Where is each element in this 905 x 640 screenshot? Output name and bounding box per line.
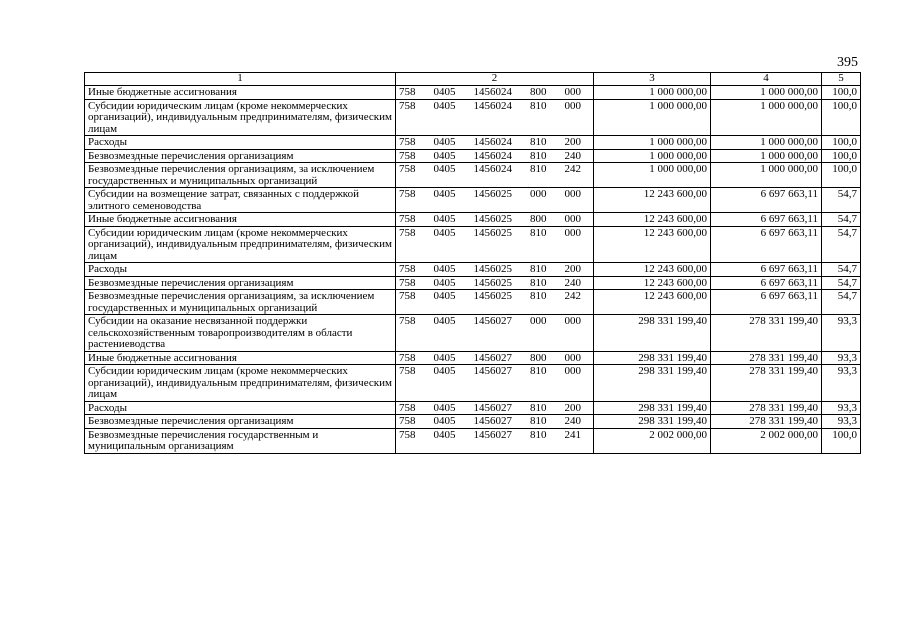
code-target: 1456025 bbox=[473, 213, 512, 225]
code-target: 1456024 bbox=[473, 149, 512, 162]
code-group bbox=[399, 278, 590, 290]
code-target: 1456024 bbox=[473, 136, 512, 148]
row-percent-cell: 54,7 bbox=[822, 263, 861, 277]
row-fact-cell: 6 697 663,11 bbox=[711, 188, 822, 213]
column-header-percent: 5 bbox=[822, 73, 861, 86]
row-plan-cell: 298 331 199,40 bbox=[594, 315, 711, 352]
code-kosgu: 000 bbox=[564, 351, 581, 364]
row-percent-cell: 54,7 bbox=[822, 290, 861, 315]
row-codes-cell bbox=[396, 263, 594, 277]
code-group bbox=[399, 151, 590, 163]
code-target: 1456025 bbox=[473, 276, 512, 289]
row-codes-cell bbox=[396, 290, 594, 315]
code-group bbox=[399, 164, 590, 176]
code-section: 0405 bbox=[433, 415, 456, 427]
code-group bbox=[399, 430, 590, 442]
row-percent-cell: 100,0 bbox=[822, 99, 861, 136]
code-admin: 758 bbox=[399, 351, 416, 364]
code-admin: 758 bbox=[399, 401, 416, 414]
code-target: 1456024 bbox=[473, 99, 512, 112]
code-section: 0405 bbox=[433, 188, 456, 200]
code-type: 810 bbox=[530, 226, 547, 239]
table-row bbox=[85, 401, 861, 415]
row-codes-cell bbox=[396, 428, 594, 453]
code-section: 0405 bbox=[433, 351, 456, 364]
code-section: 0405 bbox=[433, 263, 456, 275]
page-number: 395 bbox=[837, 55, 858, 70]
code-section: 0405 bbox=[433, 428, 456, 441]
code-group bbox=[399, 137, 590, 149]
code-type: 000 bbox=[530, 188, 547, 200]
code-kosgu: 000 bbox=[564, 365, 581, 377]
row-percent-cell: 54,7 bbox=[822, 276, 861, 290]
budget-table bbox=[84, 72, 861, 454]
row-name-cell: Иные бюджетные ассигнования bbox=[85, 213, 396, 227]
row-fact-cell: 278 331 199,40 bbox=[711, 415, 822, 429]
row-codes-cell bbox=[396, 86, 594, 100]
code-group bbox=[399, 189, 590, 201]
table-row bbox=[85, 276, 861, 290]
code-admin: 758 bbox=[399, 276, 416, 289]
code-admin: 758 bbox=[399, 99, 416, 112]
row-percent-cell: 93,3 bbox=[822, 351, 861, 365]
row-fact-cell: 2 002 000,00 bbox=[711, 428, 822, 453]
code-target: 1456025 bbox=[473, 226, 512, 239]
code-group bbox=[399, 316, 590, 328]
row-percent-cell: 54,7 bbox=[822, 226, 861, 263]
row-percent-cell: 100,0 bbox=[822, 149, 861, 163]
row-name-cell: Безвозмездные перечисления организациям bbox=[85, 149, 396, 163]
row-fact-cell: 278 331 199,40 bbox=[711, 365, 822, 402]
row-plan-cell: 12 243 600,00 bbox=[594, 263, 711, 277]
code-kosgu: 242 bbox=[564, 163, 581, 175]
row-fact-cell: 6 697 663,11 bbox=[711, 226, 822, 263]
code-section: 0405 bbox=[433, 136, 456, 148]
table-body bbox=[85, 86, 861, 454]
table-row bbox=[85, 415, 861, 429]
code-kosgu: 000 bbox=[564, 188, 581, 200]
row-name-cell: Субсидии юридическим лицам (кроме некоммерческих организаций), индивидуальным предпринимателям, физическим лицам bbox=[85, 226, 396, 263]
row-fact-cell: 6 697 663,11 bbox=[711, 263, 822, 277]
table-row bbox=[85, 149, 861, 163]
code-kosgu: 241 bbox=[564, 428, 581, 441]
code-section: 0405 bbox=[433, 213, 456, 225]
code-kosgu: 240 bbox=[564, 149, 581, 162]
row-fact-cell: 1 000 000,00 bbox=[711, 149, 822, 163]
code-section: 0405 bbox=[433, 401, 456, 414]
row-codes-cell bbox=[396, 365, 594, 402]
code-kosgu: 200 bbox=[564, 401, 581, 414]
code-admin: 758 bbox=[399, 226, 416, 239]
row-percent-cell: 93,3 bbox=[822, 401, 861, 415]
row-plan-cell: 298 331 199,40 bbox=[594, 415, 711, 429]
row-plan-cell: 2 002 000,00 bbox=[594, 428, 711, 453]
code-group bbox=[399, 228, 590, 240]
row-plan-cell: 12 243 600,00 bbox=[594, 188, 711, 213]
code-kosgu: 000 bbox=[564, 226, 581, 239]
row-codes-cell bbox=[396, 401, 594, 415]
code-admin: 758 bbox=[399, 290, 416, 302]
table-row bbox=[85, 188, 861, 213]
code-section: 0405 bbox=[433, 365, 456, 377]
row-plan-cell: 298 331 199,40 bbox=[594, 401, 711, 415]
row-plan-cell: 12 243 600,00 bbox=[594, 290, 711, 315]
code-type: 810 bbox=[530, 149, 547, 162]
row-name-cell: Иные бюджетные ассигнования bbox=[85, 86, 396, 100]
code-admin: 758 bbox=[399, 365, 416, 377]
row-codes-cell bbox=[396, 149, 594, 163]
code-group bbox=[399, 101, 590, 113]
code-admin: 758 bbox=[399, 149, 416, 162]
code-group bbox=[399, 353, 590, 365]
code-group bbox=[399, 87, 590, 99]
row-codes-cell bbox=[396, 276, 594, 290]
code-admin: 758 bbox=[399, 136, 416, 148]
code-type: 800 bbox=[530, 86, 547, 98]
code-target: 1456025 bbox=[473, 263, 512, 275]
row-plan-cell: 1 000 000,00 bbox=[594, 86, 711, 100]
row-plan-cell: 1 000 000,00 bbox=[594, 149, 711, 163]
row-plan-cell: 12 243 600,00 bbox=[594, 276, 711, 290]
row-fact-cell: 278 331 199,40 bbox=[711, 351, 822, 365]
code-kosgu: 000 bbox=[564, 86, 581, 98]
row-name-cell: Иные бюджетные ассигнования bbox=[85, 351, 396, 365]
code-target: 1456027 bbox=[473, 351, 512, 364]
table-row bbox=[85, 99, 861, 136]
table-row bbox=[85, 365, 861, 402]
code-type: 810 bbox=[530, 365, 547, 377]
row-name-cell: Безвозмездные перечисления организациям bbox=[85, 276, 396, 290]
column-header-name: 1 bbox=[85, 73, 396, 86]
row-percent-cell: 100,0 bbox=[822, 136, 861, 150]
row-codes-cell bbox=[396, 99, 594, 136]
row-fact-cell: 6 697 663,11 bbox=[711, 213, 822, 227]
code-type: 810 bbox=[530, 415, 547, 427]
code-section: 0405 bbox=[433, 226, 456, 239]
code-section: 0405 bbox=[433, 315, 456, 327]
row-fact-cell: 1 000 000,00 bbox=[711, 99, 822, 136]
row-name-cell: Расходы bbox=[85, 263, 396, 277]
table-header bbox=[85, 73, 861, 86]
table-row bbox=[85, 263, 861, 277]
table-row bbox=[85, 86, 861, 100]
row-codes-cell bbox=[396, 163, 594, 188]
row-plan-cell: 1 000 000,00 bbox=[594, 163, 711, 188]
row-name-cell: Безвозмездные перечисления государственным и муниципальным организациям bbox=[85, 428, 396, 453]
code-admin: 758 bbox=[399, 86, 416, 98]
row-codes-cell bbox=[396, 315, 594, 352]
row-percent-cell: 100,0 bbox=[822, 163, 861, 188]
code-target: 1456027 bbox=[473, 415, 512, 427]
row-name-cell: Расходы bbox=[85, 136, 396, 150]
row-fact-cell: 1 000 000,00 bbox=[711, 163, 822, 188]
row-fact-cell: 278 331 199,40 bbox=[711, 315, 822, 352]
code-admin: 758 bbox=[399, 188, 416, 200]
row-codes-cell bbox=[396, 415, 594, 429]
row-codes-cell bbox=[396, 188, 594, 213]
row-plan-cell: 1 000 000,00 bbox=[594, 99, 711, 136]
row-name-cell: Субсидии юридическим лицам (кроме некоммерческих организаций), индивидуальным предпринимателям, физическим лицам bbox=[85, 99, 396, 136]
code-type: 810 bbox=[530, 290, 547, 302]
code-target: 1456027 bbox=[473, 428, 512, 441]
code-kosgu: 240 bbox=[564, 276, 581, 289]
table-row bbox=[85, 163, 861, 188]
row-plan-cell: 12 243 600,00 bbox=[594, 213, 711, 227]
table-row bbox=[85, 315, 861, 352]
row-name-cell: Расходы bbox=[85, 401, 396, 415]
row-percent-cell: 93,3 bbox=[822, 315, 861, 352]
code-admin: 758 bbox=[399, 415, 416, 427]
code-kosgu: 000 bbox=[564, 99, 581, 112]
code-admin: 758 bbox=[399, 315, 416, 327]
code-type: 810 bbox=[530, 136, 547, 148]
row-fact-cell: 6 697 663,11 bbox=[711, 290, 822, 315]
code-group bbox=[399, 403, 590, 415]
code-type: 810 bbox=[530, 276, 547, 289]
row-codes-cell bbox=[396, 213, 594, 227]
code-section: 0405 bbox=[433, 276, 456, 289]
code-kosgu: 242 bbox=[564, 290, 581, 302]
code-section: 0405 bbox=[433, 149, 456, 162]
code-section: 0405 bbox=[433, 86, 456, 98]
row-percent-cell: 100,0 bbox=[822, 86, 861, 100]
header-row bbox=[85, 73, 861, 86]
code-kosgu: 200 bbox=[564, 136, 581, 148]
row-codes-cell bbox=[396, 226, 594, 263]
code-target: 1456027 bbox=[473, 401, 512, 414]
code-kosgu: 240 bbox=[564, 415, 581, 427]
code-section: 0405 bbox=[433, 99, 456, 112]
code-admin: 758 bbox=[399, 263, 416, 275]
code-target: 1456027 bbox=[473, 315, 512, 327]
table-row bbox=[85, 136, 861, 150]
row-codes-cell bbox=[396, 136, 594, 150]
row-percent-cell: 93,3 bbox=[822, 415, 861, 429]
column-header-plan: 3 bbox=[594, 73, 711, 86]
code-admin: 758 bbox=[399, 428, 416, 441]
code-type: 800 bbox=[530, 213, 547, 225]
row-percent-cell: 100,0 bbox=[822, 428, 861, 453]
row-plan-cell: 1 000 000,00 bbox=[594, 136, 711, 150]
row-name-cell: Субсидии на оказание несвязанной поддержки сельскохозяйственным товаропроизводителям в области растениеводства bbox=[85, 315, 396, 352]
code-section: 0405 bbox=[433, 163, 456, 175]
row-fact-cell: 1 000 000,00 bbox=[711, 136, 822, 150]
row-name-cell: Безвозмездные перечисления организациям, за исключением государственных и муниципальных организаций bbox=[85, 290, 396, 315]
code-group bbox=[399, 264, 590, 276]
code-type: 810 bbox=[530, 401, 547, 414]
code-kosgu: 000 bbox=[564, 315, 581, 327]
row-codes-cell bbox=[396, 351, 594, 365]
row-name-cell: Безвозмездные перечисления организациям, за исключением государственных и муниципальных организаций bbox=[85, 163, 396, 188]
table-row bbox=[85, 226, 861, 263]
row-name-cell: Безвозмездные перечисления организациям bbox=[85, 415, 396, 429]
table-row bbox=[85, 351, 861, 365]
row-plan-cell: 298 331 199,40 bbox=[594, 365, 711, 402]
code-type: 810 bbox=[530, 99, 547, 112]
row-percent-cell: 54,7 bbox=[822, 213, 861, 227]
row-name-cell: Субсидии юридическим лицам (кроме некоммерческих организаций), индивидуальным предпринимателям, физическим лицам bbox=[85, 365, 396, 402]
row-plan-cell: 12 243 600,00 bbox=[594, 226, 711, 263]
code-group bbox=[399, 366, 590, 378]
row-percent-cell: 54,7 bbox=[822, 188, 861, 213]
row-percent-cell: 93,3 bbox=[822, 365, 861, 402]
code-target: 1456025 bbox=[473, 290, 512, 302]
table-row bbox=[85, 428, 861, 453]
code-group bbox=[399, 416, 590, 428]
code-target: 1456027 bbox=[473, 365, 512, 377]
code-section: 0405 bbox=[433, 290, 456, 302]
code-kosgu: 000 bbox=[564, 213, 581, 225]
row-fact-cell: 6 697 663,11 bbox=[711, 276, 822, 290]
row-fact-cell: 278 331 199,40 bbox=[711, 401, 822, 415]
column-header-fact: 4 bbox=[711, 73, 822, 86]
row-fact-cell: 1 000 000,00 bbox=[711, 86, 822, 100]
code-group bbox=[399, 291, 590, 303]
code-target: 1456025 bbox=[473, 188, 512, 200]
code-type: 810 bbox=[530, 263, 547, 275]
table-row bbox=[85, 290, 861, 315]
row-name-cell: Субсидии на возмещение затрат, связанных с поддержкой элитного семеноводства bbox=[85, 188, 396, 213]
code-admin: 758 bbox=[399, 213, 416, 225]
code-admin: 758 bbox=[399, 163, 416, 175]
table-row bbox=[85, 213, 861, 227]
column-header-codes: 2 bbox=[396, 73, 594, 86]
code-type: 810 bbox=[530, 428, 547, 441]
code-type: 800 bbox=[530, 351, 547, 364]
code-group bbox=[399, 214, 590, 226]
code-type: 810 bbox=[530, 163, 547, 175]
code-kosgu: 200 bbox=[564, 263, 581, 275]
code-target: 1456024 bbox=[473, 163, 512, 175]
row-plan-cell: 298 331 199,40 bbox=[594, 351, 711, 365]
code-target: 1456024 bbox=[473, 86, 512, 98]
code-type: 000 bbox=[530, 315, 547, 327]
